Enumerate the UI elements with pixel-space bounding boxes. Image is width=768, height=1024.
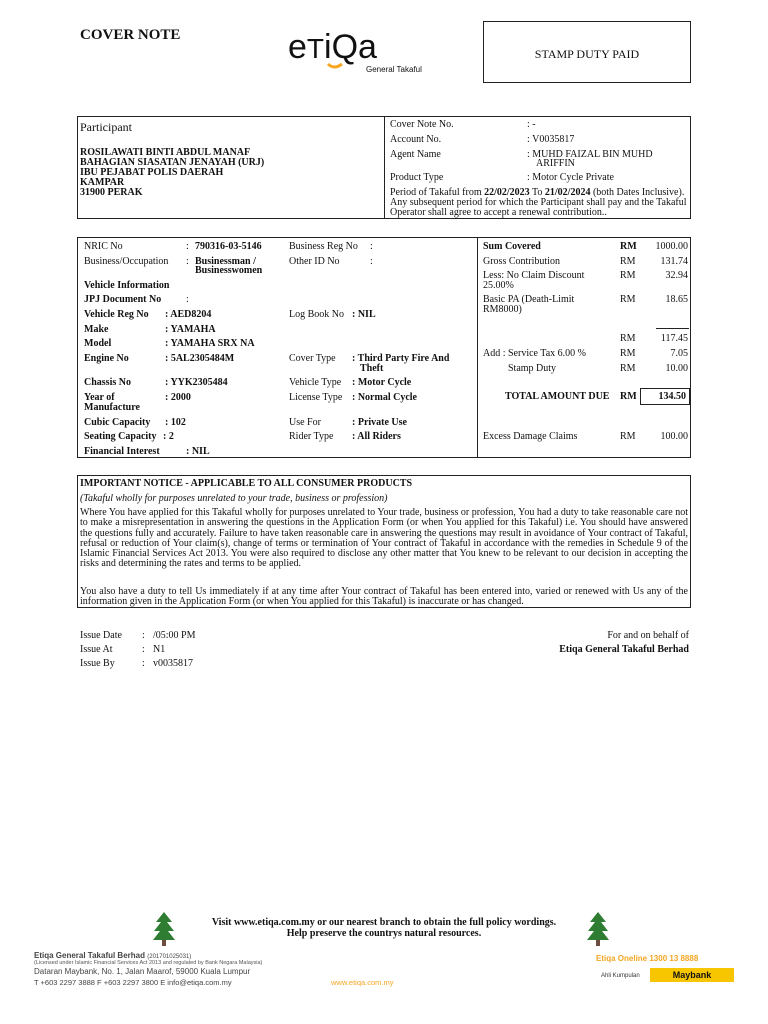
footer-address: Dataran Maybank, No. 1, Jalan Maarof, 59000 Kuala Lumpur — [34, 967, 251, 976]
jpj-colon: : — [186, 294, 189, 305]
logbook-value: : NIL — [352, 309, 376, 320]
pa-value: 18.65 — [665, 294, 688, 305]
footer-reg-no: (201701025031) — [147, 954, 192, 960]
maybank-logo-text: Maybank — [672, 970, 712, 980]
company-signature: Etiqa General Takaful Berhad — [559, 644, 689, 655]
total-value: 134.50 — [658, 391, 686, 402]
notice-title: IMPORTANT NOTICE - APPLICABLE TO ALL CONSUMER PRODUCTS — [80, 478, 413, 489]
colon: : — [186, 256, 189, 267]
tax-label: Add : Service Tax 6.00 % — [483, 348, 586, 359]
sum-covered-value: 1000.00 — [655, 241, 688, 252]
cc-label: Cubic Capacity — [84, 417, 151, 428]
footer-company-name: Etiqa General Takaful Berhad — [34, 951, 145, 960]
etiqa-logo-graphic — [288, 24, 428, 76]
issue-date-label: Issue Date — [80, 630, 122, 641]
footer-preserve-text: Help preserve the countrys natural resources. — [286, 928, 482, 939]
usefor-label: Use For — [289, 417, 321, 428]
cover-type-value: : Third Party Fire And — [352, 353, 450, 364]
etiqa-logo — [288, 24, 428, 76]
notice-paragraph-1: Where You have applied for this Takaful wholly for purposes unrelated to Your trade, business or profession, You had a duty to take reasonable care not to make a misrepresentation in answering the questions in the Application Form (or when You applied for this Takaful) i.e. You should have answered the questions fully and accurately. Failure to have taken reasonable care in answering the questions may result in avoidance of Your contract of Takaful, refusal or reduction of Your claim(s), change of terms or termination of Your contract of Takaful in accordance with the remedies in Schedule 9 of the Islamic Financial Services Act 2013. You were also required to disclose any other matter that You knew to be relevant to our decision in accepting the risks and determining the rates and terms to be applied. — [80, 507, 688, 570]
address-line: 31900 PERAK — [80, 187, 143, 198]
colon: : — [142, 630, 145, 641]
currency: RM — [620, 431, 636, 442]
svg-text:eTiQa: eTiQa — [288, 28, 377, 66]
bizreg-colon: : — [370, 241, 373, 252]
excess-value: 100.00 — [660, 431, 688, 442]
footer-contact: T +603 2297 3888 F +603 2297 3800 E info@etiqa.com.my — [34, 978, 232, 987]
stamp-duty-box — [483, 21, 691, 83]
footer-web[interactable]: www.etiqa.com.my — [331, 978, 394, 987]
cover-note-label: Cover Note No. — [390, 119, 454, 130]
period-prefix: Period of Takaful from — [390, 187, 485, 198]
currency: RM — [620, 256, 636, 267]
issue-by-label: Issue By — [80, 658, 115, 669]
gross-label: Gross Contribution — [483, 256, 560, 267]
year-label-cont: Manufacture — [84, 402, 140, 413]
issue-date-value: /05:00 PM — [153, 630, 196, 641]
cover-type-value-cont: Theft — [360, 363, 384, 374]
gross-value: 131.74 — [660, 256, 688, 267]
business-value: Businessman / — [195, 256, 256, 267]
footer-license: (Licensed under Islamic Financial Services Act 2013 and regulated by Bank Negara Malaysia) — [34, 960, 263, 966]
nric-value: 790316-03-5146 — [195, 241, 262, 252]
cc-value: : 102 — [165, 417, 186, 428]
currency: RM — [620, 363, 636, 374]
product-label: Product Type — [390, 172, 444, 183]
currency: RM — [620, 270, 636, 281]
address-line: KAMPAR — [80, 177, 125, 188]
otherid-colon: : — [370, 256, 373, 267]
document-title: COVER NOTE — [80, 27, 181, 43]
tree-icon — [152, 912, 176, 946]
participant-label: Participant — [80, 120, 132, 134]
business-label: Business/Occupation — [84, 256, 169, 267]
footer-oneline: Etiqa Oneline 1300 13 8888 — [596, 954, 699, 963]
pa-label: Basic PA (Death-Limit — [483, 294, 575, 305]
account-label: Account No. — [390, 134, 442, 145]
seat-value: : 2 — [163, 431, 174, 442]
ncd-value: 32.94 — [665, 270, 688, 281]
currency: RM — [620, 294, 636, 305]
period-from: 22/02/2023 — [484, 187, 530, 198]
cover-type-label: Cover Type — [289, 353, 336, 364]
total-box — [640, 388, 690, 405]
currency: RM — [620, 333, 636, 344]
agent-label: Agent Name — [390, 149, 441, 160]
stamp-duty-value: 10.00 — [665, 363, 688, 374]
sum-covered-label: Sum Covered — [483, 241, 541, 252]
period-to: 21/02/2024 — [544, 187, 591, 198]
business-value-cont: Businesswomen — [195, 265, 263, 276]
financial-interest-value: : NIL — [186, 446, 210, 457]
vehicle-type-value: : Motor Cycle — [352, 377, 412, 388]
issue-at-value: N1 — [153, 644, 166, 655]
agent-value-cont: ARIFFIN — [536, 158, 575, 169]
behalf-text: For and on behalf of — [607, 630, 689, 641]
subtotal-rule — [656, 328, 689, 329]
period-to-word: To — [529, 187, 545, 198]
excess-label: Excess Damage Claims — [483, 431, 578, 442]
tree-icon — [586, 912, 610, 946]
total-label: TOTAL AMOUNT DUE — [505, 391, 610, 402]
logbook-label: Log Book No — [289, 309, 344, 320]
nric-label: NRIC No — [84, 241, 123, 252]
vehicle-info-heading: Vehicle Information — [84, 280, 170, 291]
divider — [384, 116, 385, 219]
tax-value: 7.05 — [670, 348, 688, 359]
rider-value: : All Riders — [352, 431, 401, 442]
rider-label: Rider Type — [289, 431, 334, 442]
seat-label: Seating Capacity — [84, 431, 157, 442]
jpj-label: JPJ Document No — [84, 294, 162, 305]
engine-value: : 5AL2305484M — [165, 353, 235, 364]
stamp-duty-label: STAMP DUTY PAID — [534, 47, 640, 61]
currency: RM — [620, 391, 637, 402]
maybank-logo — [650, 968, 734, 982]
agent-value: : MUHD FAIZAL BIN MUHD — [527, 149, 653, 160]
notice-subtitle: (Takaful wholly for purposes unrelated to your trade, business or profession) — [80, 493, 388, 504]
make-value: : YAMAHA — [165, 324, 216, 335]
vehicle-type-label: Vehicle Type — [289, 377, 342, 388]
participant-address — [80, 148, 264, 198]
otherid-label: Other ID No — [289, 256, 340, 267]
subtotal-value: 117.45 — [660, 333, 688, 344]
pa-label-cont: RM8000) — [483, 304, 522, 315]
product-value: : Motor Cycle Private — [527, 172, 614, 183]
svg-text:General Takaful: General Takaful — [366, 65, 422, 74]
account-value: : V0035817 — [527, 134, 575, 145]
colon: : — [186, 241, 189, 252]
chassis-label: Chassis No — [84, 377, 131, 388]
license-value: : Normal Cycle — [352, 392, 417, 403]
footer-visit-text: Visit www.etiqa.com.my or our nearest branch to obtain the full policy wordings. — [211, 917, 557, 928]
chassis-value: : YYK2305484 — [165, 377, 228, 388]
vreg-value: : AED8204 — [165, 309, 212, 320]
notice-paragraph-2: You also have a duty to tell Us immediately if at any time after Your contract of Takaful has been entered into, varied or renewed with Us any of the information given in the Application Form (or when You applied for this Takaful) is inaccurate or has changed. — [80, 586, 688, 608]
model-label: Model — [84, 338, 112, 349]
bizreg-label: Business Reg No — [289, 241, 358, 252]
divider — [477, 237, 478, 458]
ncd-label-cont: 25.00% — [483, 280, 514, 291]
engine-label: Engine No — [84, 353, 129, 364]
make-label: Make — [84, 324, 109, 335]
usefor-value: : Private Use — [352, 417, 407, 428]
period-text — [390, 188, 688, 218]
currency: RM — [620, 348, 636, 359]
model-value: : YAMAHA SRX NA — [165, 338, 255, 349]
address-line: IBU PEJABAT POLIS DAERAH — [80, 167, 224, 178]
issue-at-label: Issue At — [80, 644, 113, 655]
ncd-label: Less: No Claim Discount — [483, 270, 585, 281]
year-label: Year of — [84, 392, 115, 403]
footer-ahli: Ahli Kumpulan — [601, 973, 640, 979]
license-label: License Type — [289, 392, 343, 403]
colon: : — [142, 644, 145, 655]
colon: : — [142, 658, 145, 669]
issue-by-value: v0035817 — [153, 658, 193, 669]
participant-name: ROSILAWATI BINTI ABDUL MANAF — [80, 147, 251, 158]
financial-interest-label: Financial Interest — [84, 446, 160, 457]
cover-note-value: : - — [527, 119, 536, 130]
address-line: BAHAGIAN SIASATAN JENAYAH (URJ) — [80, 157, 265, 168]
year-value: : 2000 — [165, 392, 191, 403]
currency: RM — [620, 241, 637, 252]
stamp-duty-label: Stamp Duty — [508, 363, 557, 374]
period-rest: (both Dates Inclusive). Any subsequent period for which the Participant shall pay and the Takaful Operator shall agree to accept a renewal contribution.. — [390, 187, 687, 218]
vreg-label: Vehicle Reg No — [84, 309, 149, 320]
